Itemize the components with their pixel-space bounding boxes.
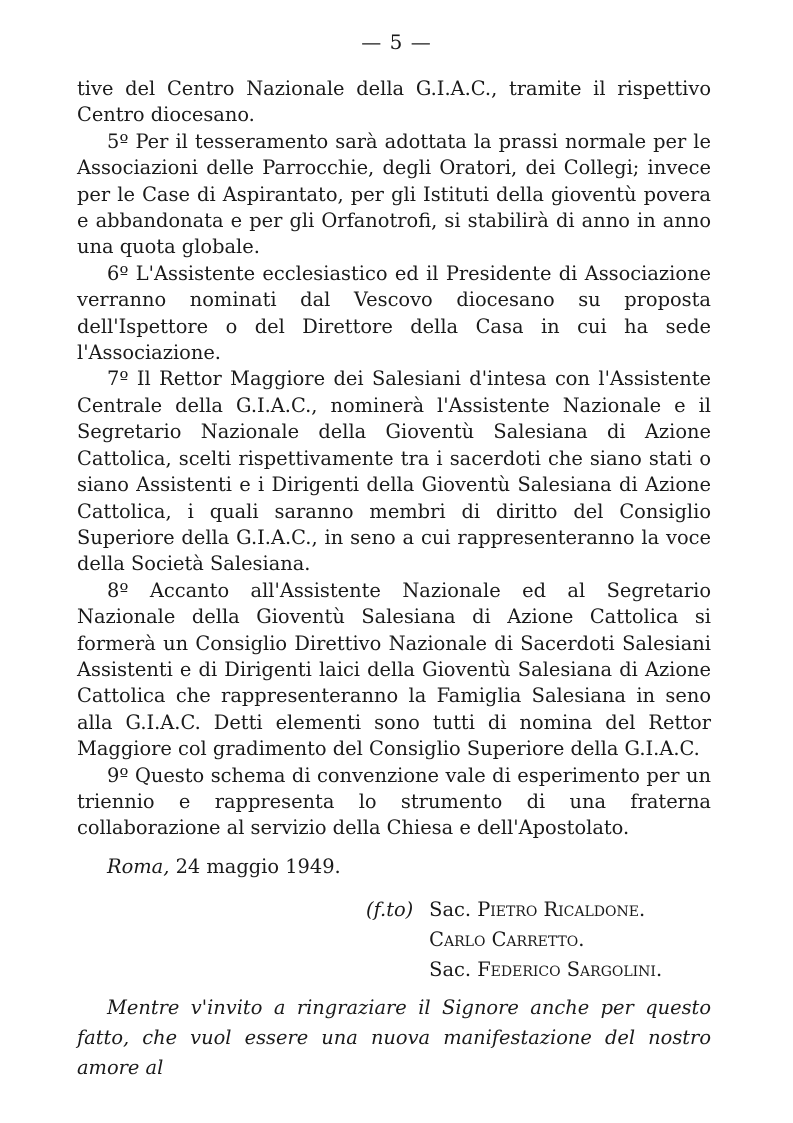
- signature-name: Carlo Carretto.: [429, 928, 585, 951]
- signature-title: Sac.: [429, 958, 472, 981]
- signature-title: Sac.: [429, 898, 472, 921]
- page-number: — 5 —: [361, 30, 432, 54]
- signature-line: [366, 925, 662, 955]
- signature-line: [366, 955, 662, 985]
- closing-text: [77, 993, 711, 1083]
- closing-paragraph: Mentre v'invito a ringraziare il Signore anche per questo fatto, che vuol essere una nuova manifestazione del nostro amore al: [77, 996, 711, 1079]
- paragraph-continuation: tive del Centro Nazionale della G.I.A.C., tramite il rispettivo Centro diocesano.: [77, 77, 711, 127]
- paragraph-7: 7º Il Rettor Maggiore dei Salesiani d'intesa con l'Assistente Centrale della G.I.A.C., nominerà l'Assistente Nazionale e il Segretario Nazionale della Gioventù Salesiana di Azione Cattolica, scelti rispettivamente tra i sacerdoti che siano stati o siano Assistenti e i Dirigenti della Gioventù Salesiana di Azione Cattolica, i quali saranno membri di diritto del Consiglio Superiore della G.I.A.C., in seno a cui rappresenteranno la voce della Società Salesiana.: [77, 367, 711, 576]
- paragraph-8: 8º Accanto all'Assistente Nazionale ed al Segretario Nazionale della Gioventù Salesiana di Azione Cattolica si formerà un Consiglio Direttivo Nazionale di Sacerdoti Salesiani Assistenti e di Dirigenti laici della Gioventù Salesiana di Azione Cattolica che rappresenteranno la Famiglia Salesiana in seno alla G.I.A.C. Detti elementi sono tutti di nomina del Rettor Maggiore col gradimento del Consiglio Superiore della G.I.A.C.: [77, 578, 711, 761]
- place-date-line: [107, 855, 341, 878]
- signature-prefix: (f.to): [366, 898, 414, 921]
- place: Roma,: [107, 855, 170, 878]
- signature-block: [366, 895, 662, 985]
- paragraph-6: 6º L'Assistente ecclesiastico ed il Presidente di Associazione verranno nominati dal Vescovo diocesano su proposta dell'Ispettore o del Direttore della Casa in cui ha sede l'Associazione.: [77, 261, 711, 365]
- paragraph-9: 9º Questo schema di convenzione vale di esperimento per un triennio e rappresenta lo strumento di una fraterna collaborazione al servizio della Chiesa e dell'Apostolato.: [77, 763, 711, 840]
- signature-name: Federico Sargolini.: [477, 958, 663, 981]
- body-text: [77, 76, 711, 842]
- date: 24 maggio 1949.: [175, 855, 341, 878]
- signature-name: Pietro Ricaldone.: [477, 898, 646, 921]
- paragraph-5: 5º Per il tesseramento sarà adottata la prassi normale per le Associazioni delle Parrocchie, degli Oratori, dei Collegi; invece per le Case di Aspirantato, per gli Istituti della gioventù povera e abbandonata e per gli Orfanotrofi, si stabilirà di anno in anno una quota globale.: [77, 129, 711, 259]
- signature-line: [366, 895, 662, 925]
